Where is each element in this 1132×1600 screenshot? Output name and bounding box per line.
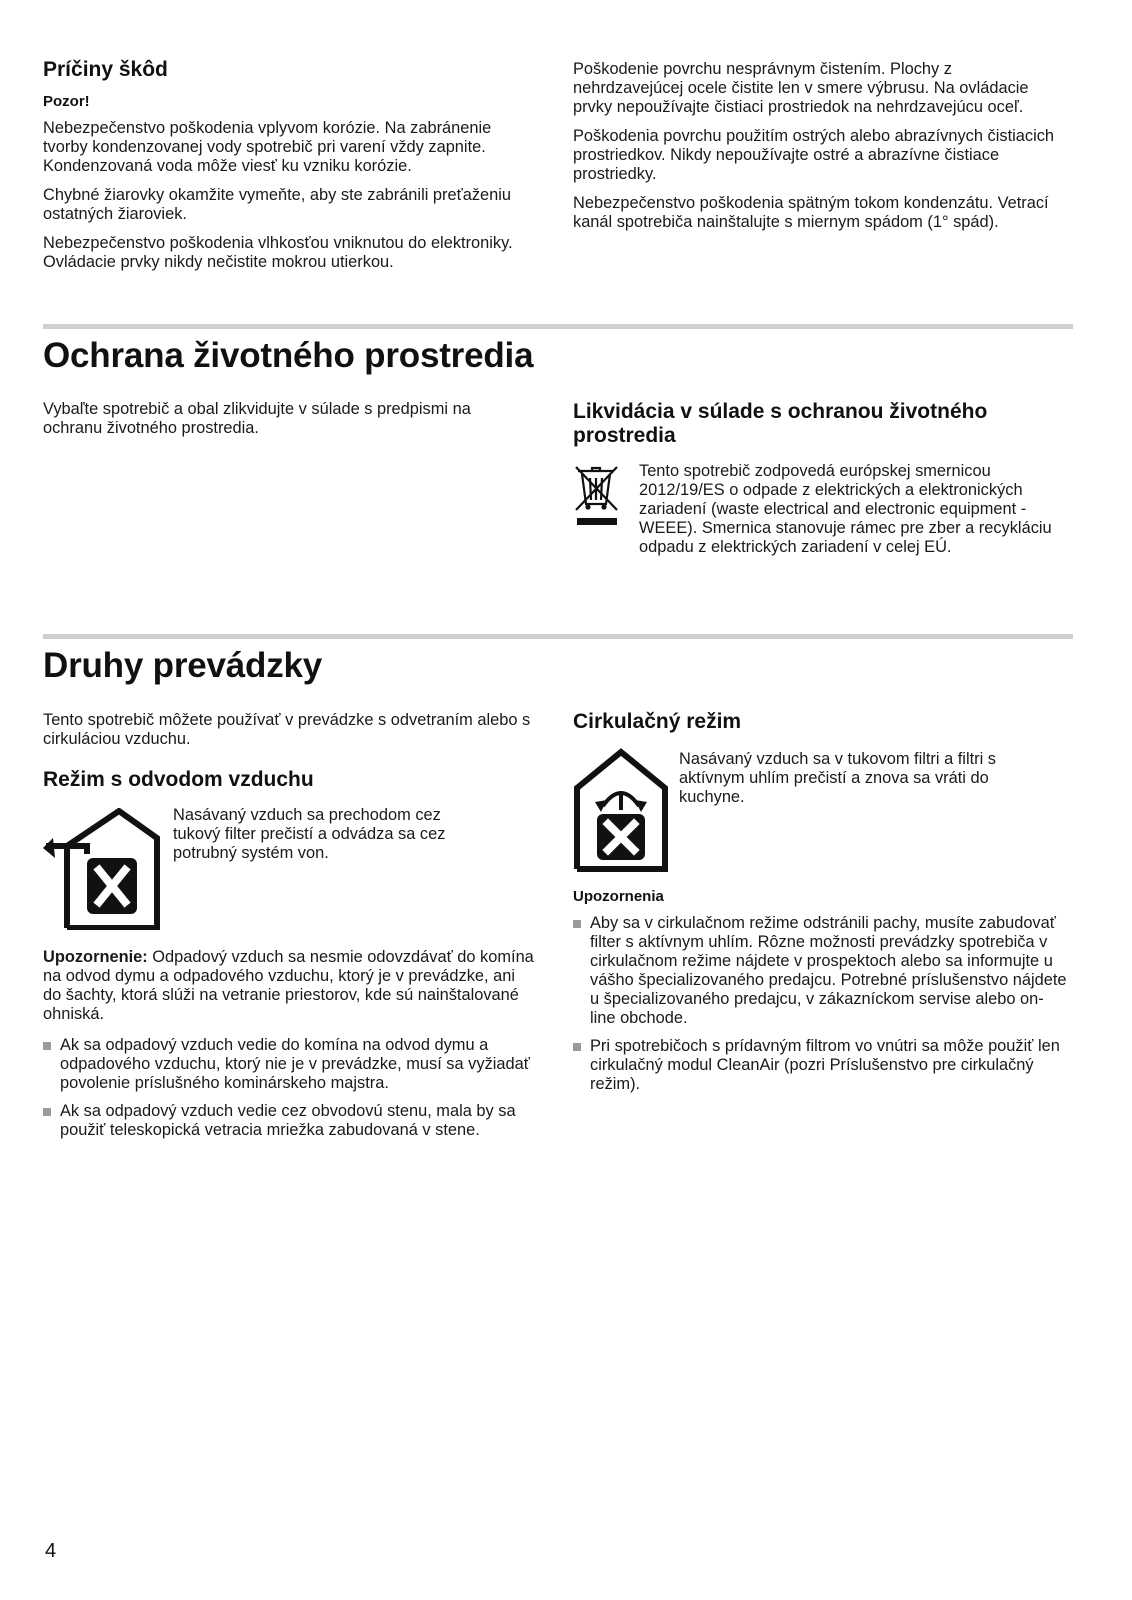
causes-left-column: [43, 58, 533, 272]
environment-left-column: [43, 400, 533, 438]
circulation-bullet-list: [573, 914, 1068, 1094]
bullet-square-icon: [43, 1042, 51, 1050]
modes-left-column: [43, 711, 535, 1149]
causes-paragraph-4: Poškodenie povrchu nesprávnym čistením. Plochy z nehrdzavejúcej ocele čistite len v smere výbrusu. Na ovládacie prvky nepoužívajte čistiaci prostriedok na nehrdzavejúcu oceľ.: [573, 60, 1029, 116]
disposal-block: [573, 462, 1063, 557]
causes-paragraph-2: Chybné žiarovky okamžite vymeňte, aby ste zabránili preťaženiu ostatných žiaroviek.: [43, 186, 512, 223]
list-item: Ak sa odpadový vzduch vedie do komína na odvod dymu a odpadového vzduchu, ktorý nie je v prevádzke, musí sa vyžiadať povolenie príslušného kominárskeho majstra.: [43, 1036, 535, 1093]
list-item: Pri spotrebičoch s prídavným filtrom vo vnútri sa môže použiť len cirkulačný modul CleanAir (pozri Príslušenstvo pre cirkulačný režim).: [573, 1037, 1068, 1094]
section-divider-modes: [43, 634, 1073, 639]
exhaust-mode-house-icon: [43, 808, 161, 930]
environment-intro: Vybaľte spotrebič a obal zlikvidujte v súlade s predpismi na ochranu životného prostredia.: [43, 400, 471, 437]
circulation-mode-heading: Cirkulačný režim: [573, 710, 742, 733]
circulation-mode-house-icon: [573, 748, 669, 872]
disposal-text: Tento spotrebič zodpovedá európskej smernicou 2012/19/ES o odpade z elektrických a elektronických zariadení (waste electrical and electronic equipment - WEEE). Smernica stanovuje rámec pre zber a recykláciu odpadu z elektrických zariadení v celej EÚ.: [639, 462, 1052, 556]
circulation-notes-label: Upozornenia: [573, 888, 664, 905]
environment-right-column: [573, 400, 1063, 557]
causes-paragraph-5: Poškodenia povrchu použitím ostrých alebo abrazívnych čistiacich prostriedkov. Nikdy nepoužívajte ostré a abrazívne čistiace prostriedky.: [573, 127, 1055, 183]
modes-right-column: [573, 710, 1068, 1103]
list-item: Ak sa odpadový vzduch vedie cez obvodovú stenu, mala by sa použiť teleskopická vetracia mriežka zabudovaná v stene.: [43, 1102, 535, 1140]
exhaust-mode-block: [43, 806, 535, 930]
bullet-square-icon: [573, 920, 581, 928]
modes-intro: Tento spotrebič môžete používať v prevádzke s odvetraním alebo s cirkuláciou vzduchu.: [43, 711, 531, 748]
causes-paragraph-3: Nebezpečenstvo poškodenia vlhkosťou vniknutou do elektroniky. Ovládacie prvky nikdy nečistite mokrou utierkou.: [43, 234, 513, 271]
exhaust-bullet-list: [43, 1036, 535, 1140]
section-divider-environment: [43, 324, 1073, 329]
exhaust-mode-text: Nasávaný vzduch sa prechodom cez tukový filter prečistí a odvádza sa cez potrubný systém von.: [173, 806, 446, 862]
causes-paragraph-6: Nebezpečenstvo poškodenia spätným tokom kondenzátu. Vetrací kanál spotrebiča nainštalujte s miernym spádom (1° spád).: [573, 194, 1049, 231]
exhaust-mode-heading: Režim s odvodom vzduchu: [43, 768, 314, 791]
list-item: Aby sa v cirkulačnom režime odstránili pachy, musíte zabudovať filter s aktívnym uhlím. Rôzne možnosti prevádzky spotrebiča v cirkulačnom režime nájdete v prospektoch alebo sa informujte u vášho špecializovaného predajcu. Potrebné príslušenstvo nájdete u špecializovaného predajcu, v zákazníckom servise alebo on-line obchode.: [573, 914, 1068, 1028]
causes-heading: Príčiny škôd: [43, 58, 168, 81]
exhaust-note-label: Upozornenie:: [43, 948, 148, 966]
causes-right-column: [573, 60, 1063, 232]
disposal-heading: Likvidácia v súlade s ochranou životného prostredia: [573, 400, 988, 447]
page-number: 4: [45, 1540, 57, 1562]
bullet-square-icon: [573, 1043, 581, 1051]
exhaust-note-text: Odpadový vzduch sa nesmie odovzdávať do komína na odvod dymu a odpadového vzduchu, ktorý je v prevádzke, ani do šachty, ktorá slúži na vetranie priestorov, kde sú nainštalované ohniská.: [43, 948, 534, 1023]
bullet-square-icon: [43, 1108, 51, 1116]
weee-crossed-bin-icon: [573, 464, 623, 528]
modes-heading: Druhy prevádzky: [43, 646, 323, 685]
environment-heading: Ochrana životného prostredia: [43, 336, 534, 375]
causes-paragraph-1: Nebezpečenstvo poškodenia vplyvom korózie. Na zabránenie tvorby kondenzovanej vody spotrebič pri varení vždy zapnite. Kondenzovaná voda môže viesť ku vzniku korózie.: [43, 119, 492, 175]
caution-label: Pozor!: [43, 93, 90, 110]
circulation-mode-block: [573, 748, 1068, 872]
circulation-mode-text: Nasávaný vzduch sa v tukovom filtri a filtri s aktívnym uhlím prečistí a znova sa vráti do kuchyne.: [679, 750, 996, 806]
exhaust-note: [43, 948, 535, 1024]
